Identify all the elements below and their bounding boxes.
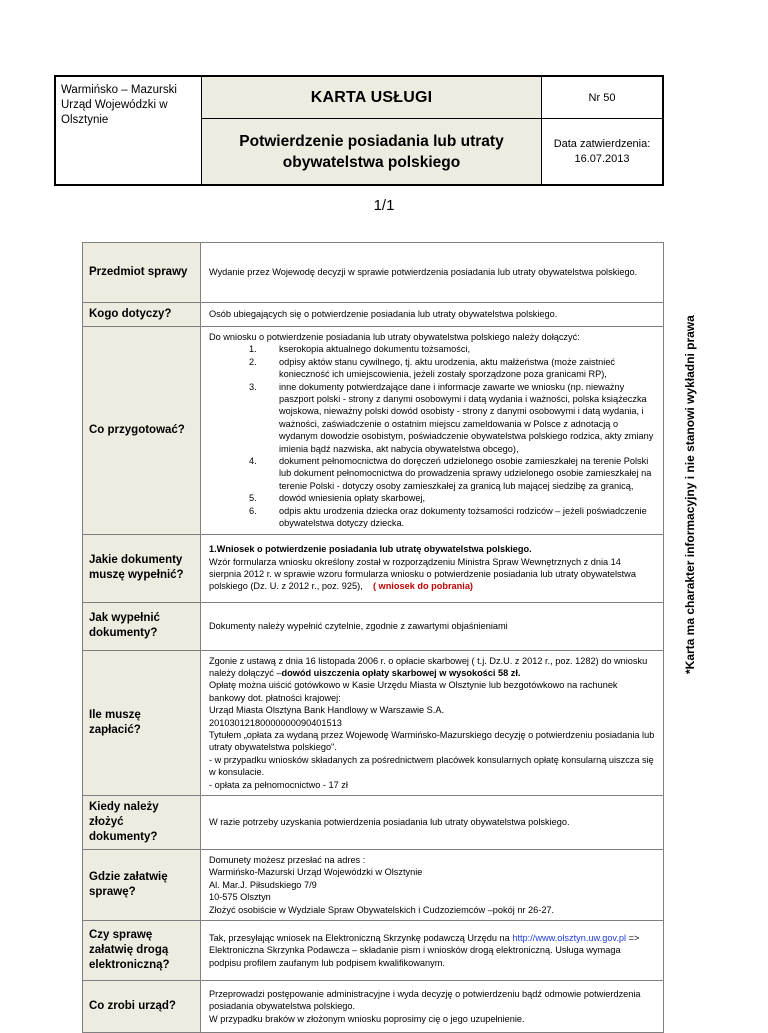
row-label: Gdzie załatwię sprawę? xyxy=(83,849,201,920)
missing-docs-note: W przypadku braków w złożonym wniosku poprosimy cię o jego uzupełnienie. xyxy=(209,1013,525,1024)
epuap-text: Tak, przesyłając wniosek na Elektroniczną Skrzynkę podawczą Urzędu na xyxy=(209,932,513,943)
documents-list xyxy=(209,343,655,529)
row-label: Ile muszę zapłacić? xyxy=(83,650,201,795)
table-row xyxy=(83,602,664,650)
page-indicator: 1/1 xyxy=(373,197,395,214)
fee-amount: dowód uiszczenia opłaty skarbowej w wysokości 58 zł. xyxy=(281,667,521,678)
row-label: Co zrobi urząd? xyxy=(83,981,201,1033)
list-item: 2. odpisy aktów stanu cywilnego, tj. aktu urodzenia, aktu małżeństwa (może zaistnieć konieczność ich umiejscowienia, jeżeli zostały sporządzone poza granicami RP), xyxy=(249,356,616,380)
row-label: Jak wypełnić dokumenty? xyxy=(83,602,201,650)
address-street: Al. Mar.J. Piłsudskiego 7/9 xyxy=(209,879,317,890)
consular-fee-note: - w przypadku wniosków składanych za pośrednictwem placówek konsularnych opłatę konsularną uiszcza się w konsulacie. xyxy=(209,754,654,778)
organization-name: Warmińsko – Mazurski Urząd Wojewódzki w Olsztynie xyxy=(56,77,202,184)
table-row xyxy=(83,795,664,849)
payment-methods: Opłatę można uiścić gotówkowo w Kasie Urzędu Miasta w Olsztynie lub bezgotówkowo na rachunek bankowy dot. płatności krajowej: xyxy=(209,680,618,703)
payment-title: Tytułem „opłata za wydaną przez Wojewodę Warmińsko-Mazurskiego decyzję o potwierdzeniu posiadania lub utraty obywatelstwa polskiego". xyxy=(209,729,655,753)
address-city: 10-575 Olsztyn xyxy=(209,892,271,903)
row-label: Kogo dotyczy? xyxy=(83,303,201,327)
approval-label: Data zatwierdzenia: xyxy=(553,137,651,150)
table-row xyxy=(83,243,664,303)
bank-account: 20103012180000000090401513 xyxy=(209,717,342,728)
website-link[interactable]: http://www.olsztyn.uw.gov.pl xyxy=(512,932,627,943)
table-row xyxy=(83,327,664,535)
row-value: Osób ubiegających się o potwierdzenie posiadania lub utraty obywatelstwa polskiego. xyxy=(201,303,664,327)
epuap-text-continued: => Elektroniczna Skrzynka Podawcza – składanie pism i wniosków drogą elektroniczną. Usługa wymaga podpisu profilem zaufanym lub podpisem kwalifikowanym. xyxy=(209,932,640,968)
in-person-note: Złożyć osobiście w Wydziale Spraw Obywatelskich i Cudzoziemców –pokój nr 26-27. xyxy=(209,904,555,915)
approval-date-cell xyxy=(542,119,662,184)
office-action: Przeprowadzi postępowanie administracyjne i wyda decyzję o potwierdzeniu bądź odmowie potwierdzenia posiadania obywatelstwa polskiego. xyxy=(209,988,641,1012)
download-form-link[interactable]: ( wniosek do pobrania) xyxy=(372,581,473,592)
service-table xyxy=(82,242,664,1033)
row-label: Przedmiot sprawy xyxy=(83,243,201,303)
list-item: 4. dokument pełnomocnictwa do doręczeń udzielonego osobie zamieszkałej na terenie Polski lub dokument pełnomocnictwa do prowadzenia sprawy udzielonego osobie zamieszkałej na terenie Polski - dotyczy osoby zamieszkałej za granicą lub mającej siedzibę za granicą, xyxy=(249,456,652,491)
row-value: W razie potrzeby uzyskania potwierdzenia posiadania lub utraty obywatelstwa polskiego. xyxy=(201,795,664,849)
document-header xyxy=(54,75,664,186)
row-label: Jakie dokumenty muszę wypełnić? xyxy=(83,534,201,602)
address-intro: Domunety możesz przesłać na adres : xyxy=(209,854,366,865)
card-number: Nr 50 xyxy=(542,77,662,119)
approval-date: 16.07.2013 xyxy=(574,152,630,165)
table-row xyxy=(83,849,664,920)
table-row xyxy=(83,921,664,981)
table-row xyxy=(83,650,664,795)
disclaimer-text: *Karta ma charakter informacyjny i nie stanowi wykładni prawa xyxy=(683,315,697,674)
bank-name: Urząd Miasta Olsztyna Bank Handlowy w Warszawie S.A. xyxy=(209,705,445,716)
documents-intro: Do wniosku o potwierdzenie posiadania lub utraty obywatelstwa polskiego należy dołączyć: xyxy=(209,332,580,342)
table-row xyxy=(83,534,664,602)
row-value xyxy=(201,650,664,795)
form-description: Wzór formularza wniosku określony został w rozporządzeniu Ministra Spraw Wewnętrznych z dnia 14 sierpnia 2012 r. w sprawie wzoru formularza wniosku o potwierdzenie posiadania lub utraty obywatelstwa polskiego (Dz. U. z 2012 r., poz. 925), xyxy=(209,556,636,592)
row-value xyxy=(201,921,664,981)
address-office: Warmińsko-Mazurski Urząd Wojewódzki w Olsztynie xyxy=(209,867,423,878)
row-value: Dokumenty należy wypełnić czytelnie, zgodnie z zawartymi objaśnieniami xyxy=(201,602,664,650)
list-item: 1. kserokopia aktualnego dokumentu tożsamości, xyxy=(249,344,471,355)
list-item: 5. dowód wniesienia opłaty skarbowej, xyxy=(249,493,426,504)
row-value xyxy=(201,849,664,920)
list-item: 6. odpis aktu urodzenia dziecka oraz dokumenty tożsamości rodziców – jeżeli poświadczenie obywatelstwa dotyczy dziecka. xyxy=(249,505,647,529)
proxy-fee-note: - opłata za pełnomocnictwo - 17 zł xyxy=(209,779,348,790)
fee-law-text: Zgonie z ustawą z dnia 16 listopada 2006 r. o opłacie skarbowej ( t.j. Dz.U. z 2012 r., poz. 1282) do wniosku należy dołączyć – xyxy=(209,655,648,678)
row-label: Kiedy należy złożyć dokumenty? xyxy=(83,795,201,849)
card-title: KARTA USŁUGI xyxy=(202,77,542,119)
row-label: Czy sprawę załatwię drogą elektroniczną? xyxy=(83,921,201,981)
form-heading: 1.Wniosek o potwierdzenie posiadania lub utratę obywatelstwa polskiego. xyxy=(209,544,532,555)
row-value xyxy=(201,534,664,602)
row-value: Wydanie przez Wojewodę decyzji w sprawie potwierdzenia posiadania lub utraty obywatelstwa polskiego. xyxy=(201,243,664,303)
list-item: 3. inne dokumenty potwierdzające dane i informacje zawarte we wniosku (np. nieważny paszport polski - strony z danymi osobowymi i datą wydania i ważności, polska książeczka wojskowa, nieważny polski dowód osobisty - strony z danymi osobowymi i datą wydania, i ważności, zaświadczenie o ostatnim miejscu zameldowania w Polsce z adnotacją o wydanym dowodzie osobistym, poświadczenie obywatelstwa polskiego rodzica, akty zmiany imienia bądź nazwiska, akt nabycia obywatelstwa obcego), xyxy=(249,381,654,454)
table-row xyxy=(83,303,664,327)
service-title: Potwierdzenie posiadania lub utraty obywatelstwa polskiego xyxy=(202,119,542,184)
table-row xyxy=(83,981,664,1033)
row-label: Co przygotować? xyxy=(83,327,201,535)
row-value xyxy=(201,327,664,535)
row-value xyxy=(201,981,664,1033)
